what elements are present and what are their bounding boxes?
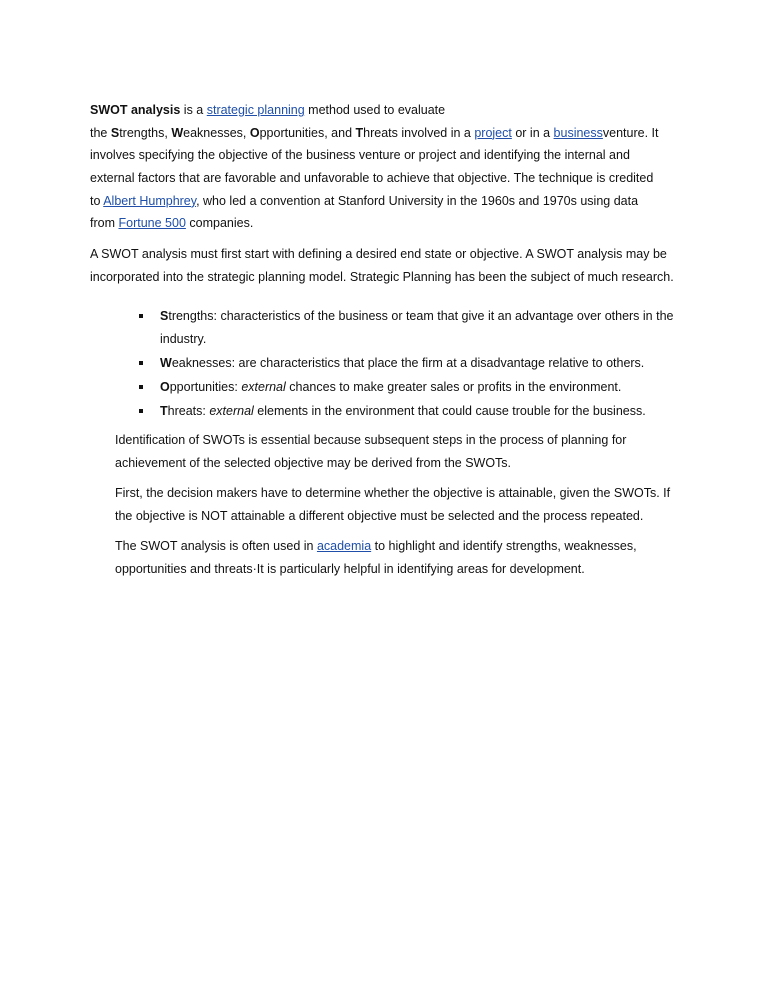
list-item-opportunities: Opportunities: external chances to make greater sales or profits in the environment. <box>137 376 697 399</box>
swot-bullet-list <box>137 305 697 423</box>
albert-humphrey-link[interactable]: Albert Humphrey <box>103 193 197 208</box>
list-item-weaknesses: Weaknesses: are characteristics that place the firm at a disadvantage relative to others. <box>137 352 697 375</box>
intro-line-4: external factors that are favorable and unfavorable to achieve that objective. The technique is credited <box>90 171 654 186</box>
intro-line-3: involves specifying the objective of the business venture or project and identifying the internal and <box>90 148 630 163</box>
bullet-square-icon <box>139 409 143 413</box>
business-link[interactable]: business <box>553 125 603 140</box>
swot-start-paragraph <box>90 243 710 288</box>
decision-makers-paragraph: First, the decision makers have to determine whether the objective is attainable, given the SWOTs. If the objective is NOT attainable a different objective must be selected and the process repeated. <box>115 486 671 523</box>
intro-line-6: from Fortune 500 companies. <box>90 216 254 231</box>
swot-analysis-term: SWOT analysis <box>90 103 181 117</box>
project-link[interactable]: project <box>474 125 512 140</box>
swot-start-line-1: A SWOT analysis must first start with defining a desired end state or objective. A SWOT analysis may be <box>90 247 667 261</box>
swot-start-line-2: incorporated into the strategic planning model. Strategic Planning has been the subject of much research. <box>90 269 674 284</box>
intro-line-1: SWOT analysis is a strategic planning method used to evaluate <box>90 103 446 117</box>
intro-line-5: to Albert Humphrey, who led a convention at Stanford University in the 1960s and 1970s using data <box>90 193 639 208</box>
fortune-500-link[interactable]: Fortune 500 <box>118 216 186 231</box>
list-item-strengths: Strengths: characteristics of the business or team that give it an advantage over others in the industry. <box>137 305 697 350</box>
strategic-planning-link[interactable]: strategic planning <box>206 103 305 117</box>
list-item-threats: Threats: external elements in the environment that could cause trouble for the business. <box>137 400 697 423</box>
academia-paragraph: The SWOT analysis is often used in academia to highlight and identify strengths, weaknesses, opportunities and threats·It is particularly helpful in identifying areas for development. <box>115 539 637 576</box>
identification-paragraph: Identification of SWOTs is essential because subsequent steps in the process of planning for achievement of the selected objective may be derived from the SWOTs. <box>115 433 627 470</box>
bullet-square-icon <box>139 361 143 365</box>
intro-line-2: the Strengths, Weaknesses, Opportunities, and Threats involved in a project or in a businessventure. It <box>90 125 659 140</box>
academia-link[interactable]: academia <box>316 539 372 553</box>
bullet-square-icon <box>139 314 143 318</box>
bullet-square-icon <box>139 385 143 389</box>
intro-paragraph <box>90 99 690 235</box>
